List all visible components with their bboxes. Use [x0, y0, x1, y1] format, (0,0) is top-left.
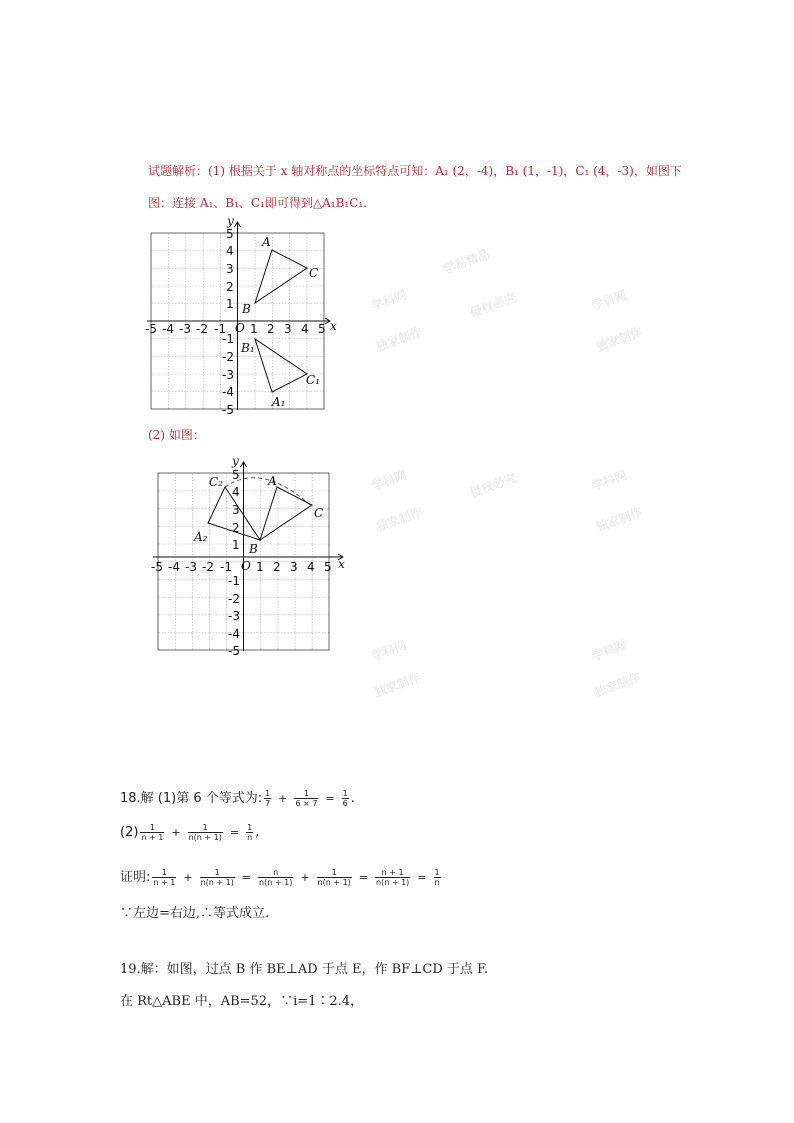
point-c1-label: C₁: [306, 373, 320, 387]
y-tick: -2: [228, 592, 240, 606]
watermark-brand: 学科网: [369, 287, 409, 314]
point-a2-label: A₂: [194, 530, 208, 544]
x-tick: -5: [151, 560, 163, 574]
y-tick: -3: [228, 609, 240, 623]
fraction: $\frac{n + 1}{n(n + 1)}$: [376, 868, 410, 887]
solution-18-prefix: 18.解 (1)第 6 个等式为:: [120, 791, 263, 806]
solution-18-part1: 18.解 (1)第 6 个等式为: $\frac{1}{7}$ + $\frac{1}{6 \times 7}$ = $\frac{1}{6}$ .: [120, 789, 355, 808]
watermark-slogan: 独家制作: [592, 670, 643, 700]
fraction: $\frac{1}{7}$: [265, 789, 271, 808]
x-tick: 1: [250, 322, 258, 336]
fraction: $\frac{1}{n(n + 1)}$: [188, 823, 222, 842]
coordinate-graph-2: [140, 452, 355, 657]
x-tick: 2: [273, 560, 281, 574]
y-tick: 1: [226, 297, 234, 311]
point-a-label: A: [262, 235, 271, 249]
watermark-brand: 学科网: [369, 637, 409, 664]
point-a-label: A: [268, 474, 277, 488]
x-axis-label: x: [330, 319, 337, 333]
fraction: $\frac{1}{6}$: [342, 789, 348, 808]
solution-17-line2: 图：连接 A₁、B₁、C₁即可得到△A₁B₁C₁.: [148, 196, 368, 210]
x-tick: 5: [318, 322, 326, 336]
x-tick: 1: [256, 560, 264, 574]
x-tick: 4: [301, 322, 309, 336]
solution-18-proof: 证明: $\frac{1}{n + 1}$ + $\frac{1}{n(n + 1)}$ = $\frac{n}{n(n + 1)}$ + $\frac{1}{n(n + 1)}$ = $\frac{n + 1}{n(n + 1)}$ = $\frac{1}{n}$: [120, 868, 440, 887]
y-tick: 5: [226, 227, 234, 241]
y-tick: -5: [222, 403, 234, 417]
point-c-label: C: [309, 266, 319, 280]
watermark-slogan: 独家制作: [372, 670, 423, 700]
y-tick: 3: [226, 262, 234, 276]
point-a1-label: A₁: [272, 395, 286, 409]
y-tick: 3: [232, 503, 240, 517]
point-b-label: B: [249, 542, 258, 556]
point-c-label: C: [314, 506, 324, 520]
watermark-brand: 学科网: [589, 467, 629, 494]
y-tick: 1: [232, 538, 240, 552]
fraction: $\frac{n}{n(n + 1)}$: [259, 868, 293, 887]
x-tick: 3: [290, 560, 298, 574]
x-tick: -3: [179, 322, 191, 336]
solution-18-conclusion: ∵左边=右边,∴等式成立.: [120, 906, 270, 921]
watermark-slogan: 独家制作: [374, 504, 425, 535]
origin-label: O: [235, 321, 245, 335]
watermark-slogan: 独家制作: [594, 324, 645, 355]
point-c2-label: C₂: [209, 475, 223, 489]
y-axis-label: y: [232, 454, 239, 468]
watermark-slogan: 侵权必究: [468, 290, 519, 321]
point-b1-label: B₁: [241, 341, 255, 355]
solution-17-line1: 试题解析：(1) 根据关于 x 轴对称点的坐标特点可知：A₁ (2，-4)，B₁ (1，-1)，C₁ (4，-3)，如图下: [148, 164, 682, 178]
proof-label: 证明:: [120, 870, 151, 885]
y-tick: -2: [222, 350, 234, 364]
watermark-brand: 学科网: [369, 467, 409, 494]
x-tick: -4: [162, 322, 174, 336]
solution-19-line1: 19.解：如图，过点 B 作 BE⊥AD 于点 E，作 BF⊥CD 于点 F.: [120, 962, 489, 977]
y-tick: 2: [232, 521, 240, 535]
y-tick: -1: [228, 574, 240, 588]
x-tick: 5: [324, 560, 332, 574]
x-axis-label: x: [338, 557, 345, 571]
y-tick: -4: [228, 627, 240, 641]
y-axis-label: y: [227, 214, 234, 228]
y-tick: -1: [222, 332, 234, 346]
x-tick: -1: [220, 560, 232, 574]
y-tick: -5: [228, 644, 240, 658]
y-tick: -4: [222, 385, 234, 399]
watermark-brand: 学科网: [589, 637, 629, 664]
watermark: [330, 230, 750, 700]
y-tick: 2: [226, 280, 234, 294]
solution-18-part2-label: (2): [120, 825, 139, 840]
watermark-slogan: 侵权必究: [468, 470, 519, 501]
fraction: $\frac{1}{6 \times 7}$: [295, 789, 318, 808]
y-tick: 5: [232, 468, 240, 482]
watermark-slogan: 独家制作: [594, 504, 645, 535]
x-tick: 2: [267, 322, 275, 336]
x-tick: -2: [202, 560, 214, 574]
y-tick: 4: [226, 244, 234, 258]
watermark-slogan: 独家制作: [374, 324, 425, 355]
x-tick: -5: [145, 322, 157, 336]
fraction: $\frac{1}{n}$: [434, 868, 440, 887]
watermark-sub: 学易精品: [441, 247, 492, 277]
coordinate-graph-1: [135, 212, 355, 417]
fraction: $\frac{1}{n}$: [247, 823, 253, 842]
fraction: $\frac{1}{n(n + 1)}$: [200, 868, 234, 887]
x-tick: 3: [284, 322, 292, 336]
origin-label: O: [241, 559, 251, 573]
solution-18-part2: (2) $\frac{1}{n + 1}$ + $\frac{1}{n(n + 1)}$ = $\frac{1}{n}$ ,: [120, 823, 260, 842]
x-tick: -2: [196, 322, 208, 336]
fraction: $\frac{1}{n(n + 1)}$: [317, 868, 351, 887]
x-tick: 4: [307, 560, 315, 574]
x-tick: -3: [185, 560, 197, 574]
fraction: $\frac{1}{n + 1}$: [141, 823, 164, 842]
y-tick: 4: [232, 485, 240, 499]
solution-17-part2: (2) 如图：: [148, 428, 205, 442]
fraction: $\frac{1}{n + 1}$: [153, 868, 176, 887]
y-tick: -3: [222, 368, 234, 382]
x-tick: -1: [214, 322, 226, 336]
point-b-label: B: [242, 302, 251, 316]
solution-19-line2: 在 Rt△ABE 中，AB=52，∵i=1∶2.4，: [120, 994, 364, 1009]
watermark-brand: 学科网: [589, 287, 629, 314]
x-tick: -4: [168, 560, 180, 574]
